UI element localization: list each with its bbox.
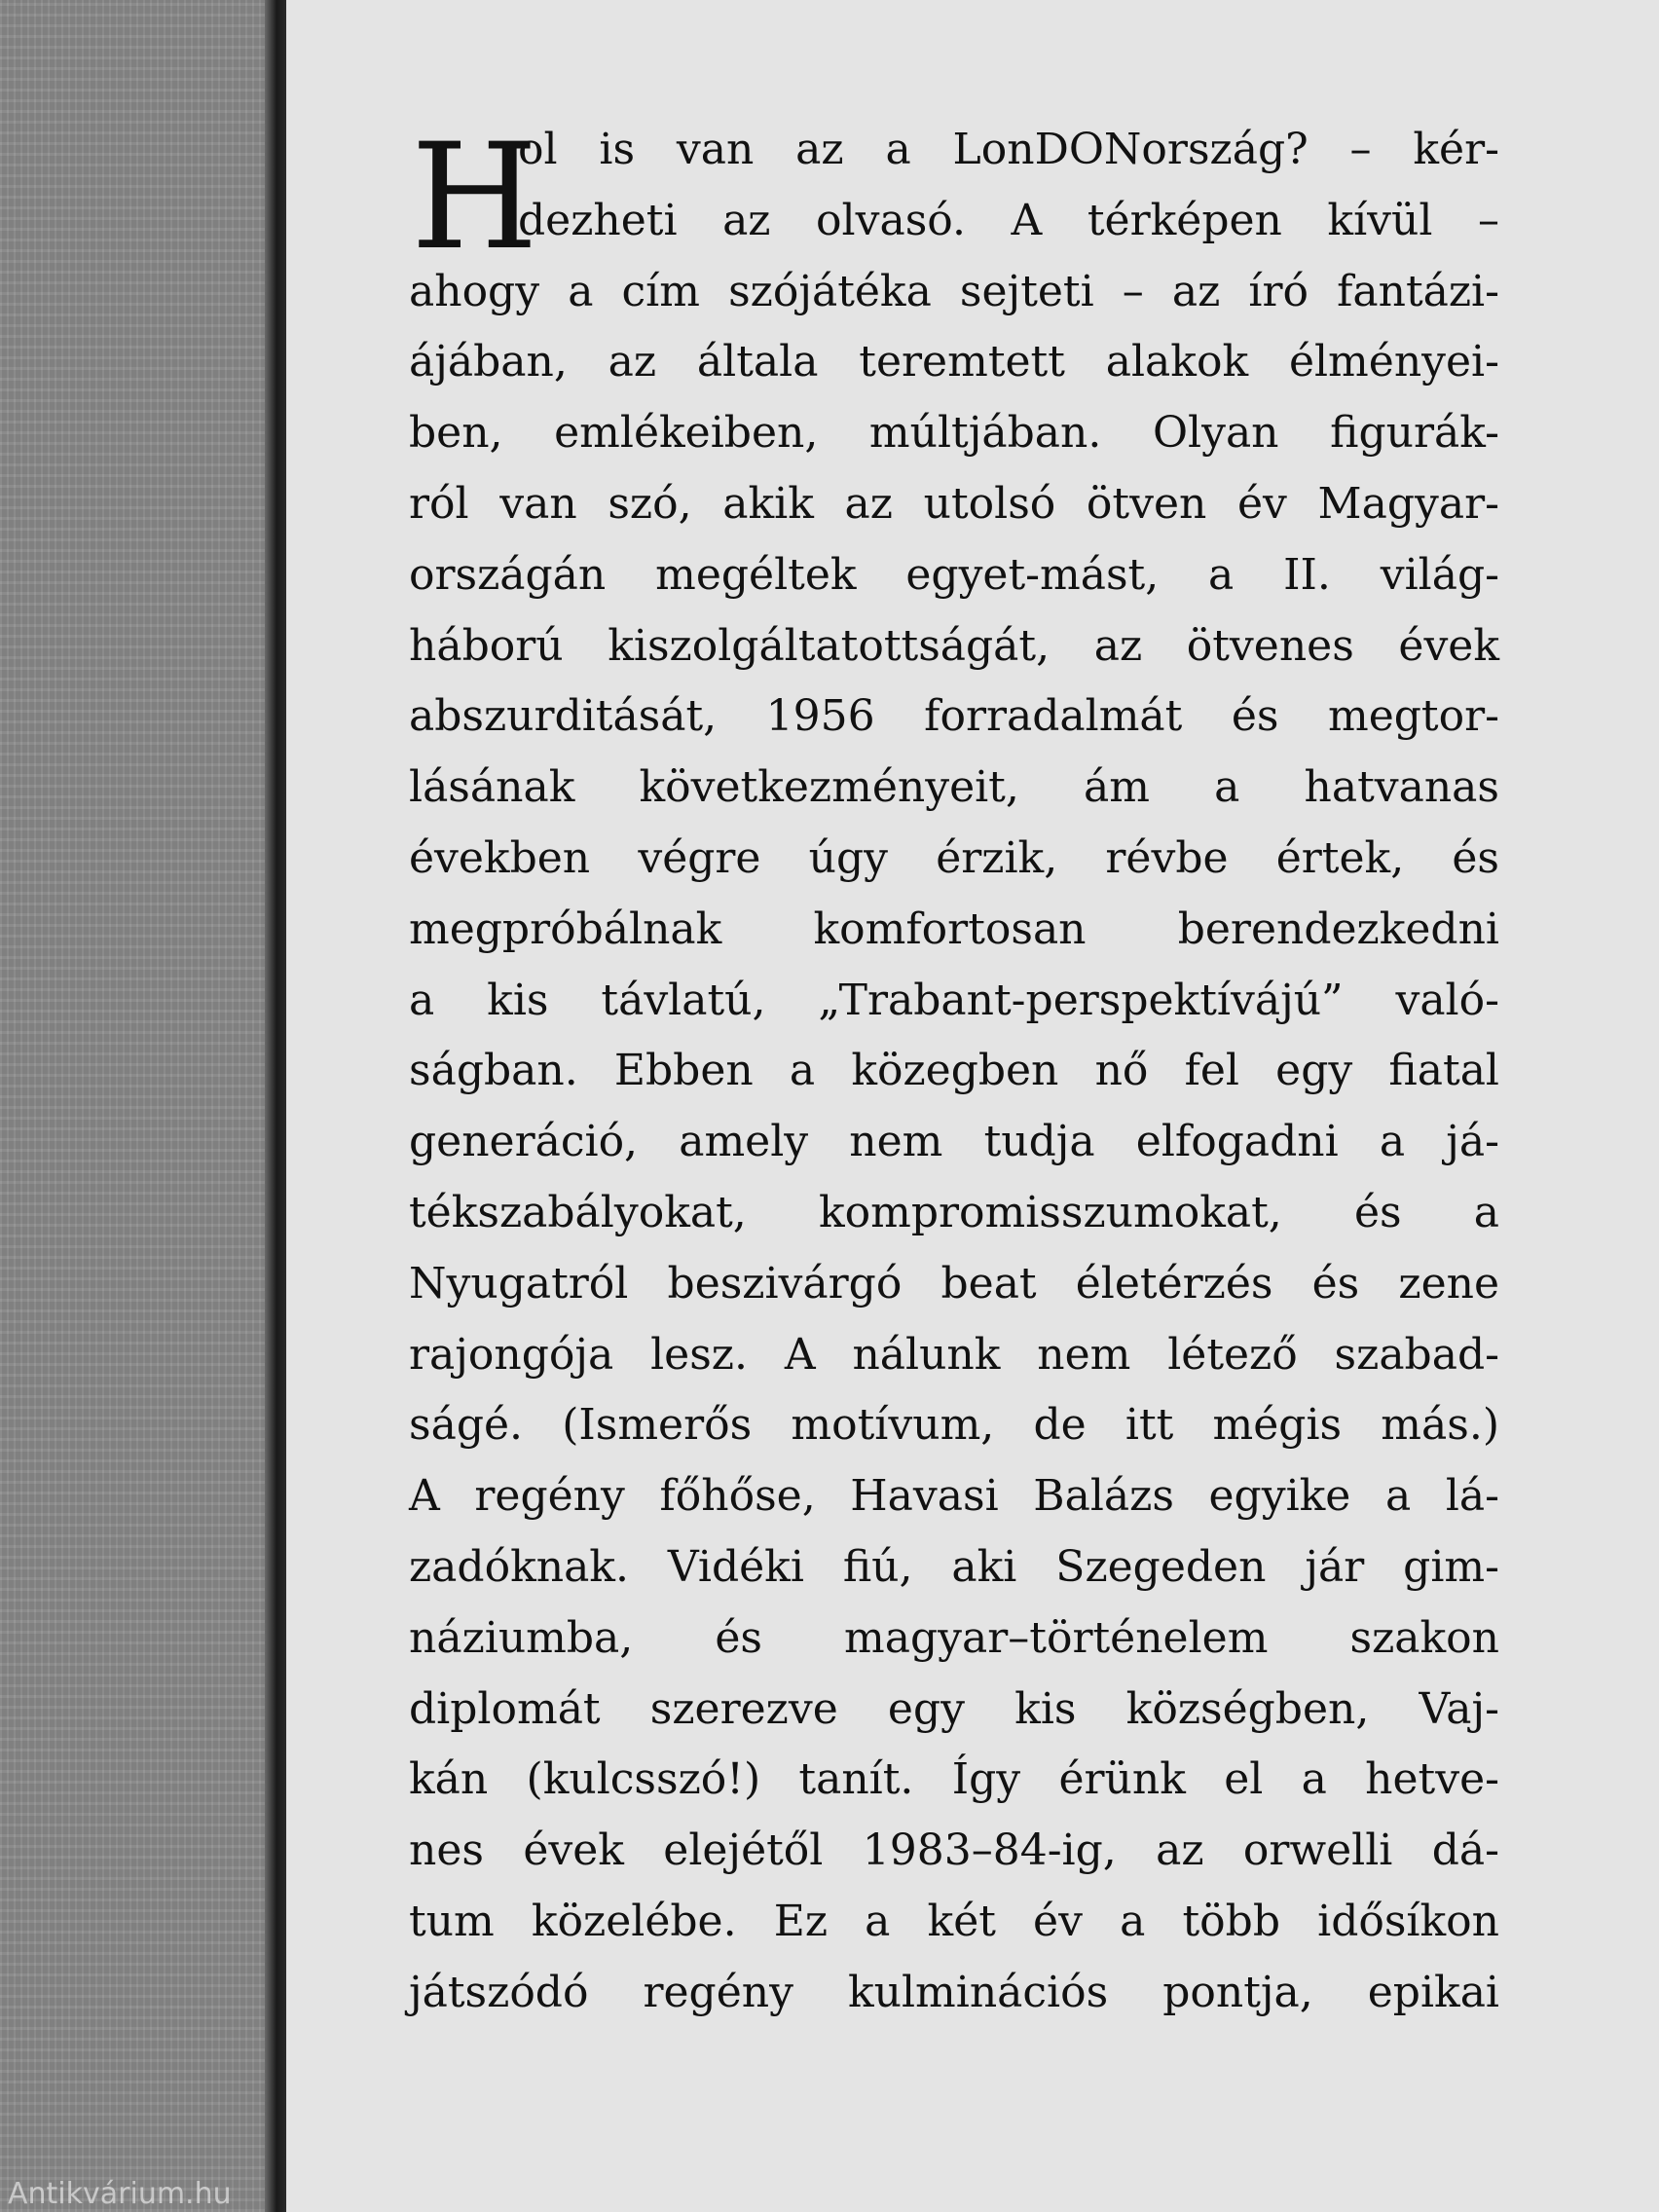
text-line: zadóknak. Vidéki fiú, aki Szegeden jár gim- xyxy=(409,1541,1499,1592)
drop-cap-letter: H xyxy=(411,113,538,282)
text-line: diplomát szerezve egy kis községben, Vaj- xyxy=(409,1683,1499,1734)
text-line: ájában, az általa teremtett alakok élményei- xyxy=(409,337,1499,387)
text-line: években végre úgy érzik, révbe értek, és xyxy=(409,832,1499,883)
text-line: rajongója lesz. A nálunk nem létező szabad- xyxy=(409,1329,1499,1380)
text-line: ol is van az a LonDONország? – kér- xyxy=(518,125,1499,174)
text-line: a kis távlatú, „Trabant-perspektívájú” való- xyxy=(409,975,1499,1025)
text-line: tum közelébe. Ez a két év a több idősíkon xyxy=(409,1896,1499,1946)
text-line: ben, emlékeiben, múltjában. Olyan figurák- xyxy=(409,408,1499,459)
text-line: megpróbálnak komfortosan berendezkedni xyxy=(409,903,1499,954)
text-line: kán (kulcsszó!) tanít. Így érünk el a hetve- xyxy=(409,1754,1499,1805)
text-line: náziumba, és magyar–történelem szakon xyxy=(409,1612,1499,1663)
text-line: nes évek elejétől 1983–84-ig, az orwelli dá- xyxy=(409,1825,1499,1876)
text-line: abszurditását, 1956 forradalmát és megtor- xyxy=(409,691,1499,742)
text-line: generáció, amely nem tudja elfogadni a já- xyxy=(409,1117,1499,1167)
text-line: ságban. Ebben a közegben nő fel egy fiatal xyxy=(409,1046,1499,1096)
text-line: országán megéltek egyet-mást, a II. világ- xyxy=(409,549,1499,600)
text-line: játszódó regény kulminációs pontja, epikai xyxy=(409,1967,1499,2017)
text-line: Nyugatról beszivárgó beat életérzés és zene xyxy=(409,1258,1499,1309)
watermark-text: Antikvárium.hu xyxy=(8,2177,232,2211)
text-line: háború kiszolgáltatottságát, az ötvenes évek xyxy=(409,620,1499,671)
spine-shadow xyxy=(265,0,286,2212)
book-cover-edge xyxy=(0,0,277,2212)
text-line: ról van szó, akik az utolsó ötven év Magyar- xyxy=(409,478,1499,529)
text-line: A regény főhőse, Havasi Balázs egyike a lá- xyxy=(409,1471,1499,1522)
text-line: tékszabályokat, kompromisszumokat, és a xyxy=(409,1187,1499,1237)
text-line: lásának következményeit, ám a hatvanas xyxy=(409,762,1499,813)
text-line: ahogy a cím szójátéka sejteti – az író fantázi- xyxy=(409,266,1499,316)
blurb-text xyxy=(409,115,1499,2029)
text-line: dezheti az olvasó. A térképen kívül – xyxy=(518,195,1499,245)
text-line: ságé. (Ismerős motívum, de itt mégis más.) xyxy=(409,1400,1499,1451)
